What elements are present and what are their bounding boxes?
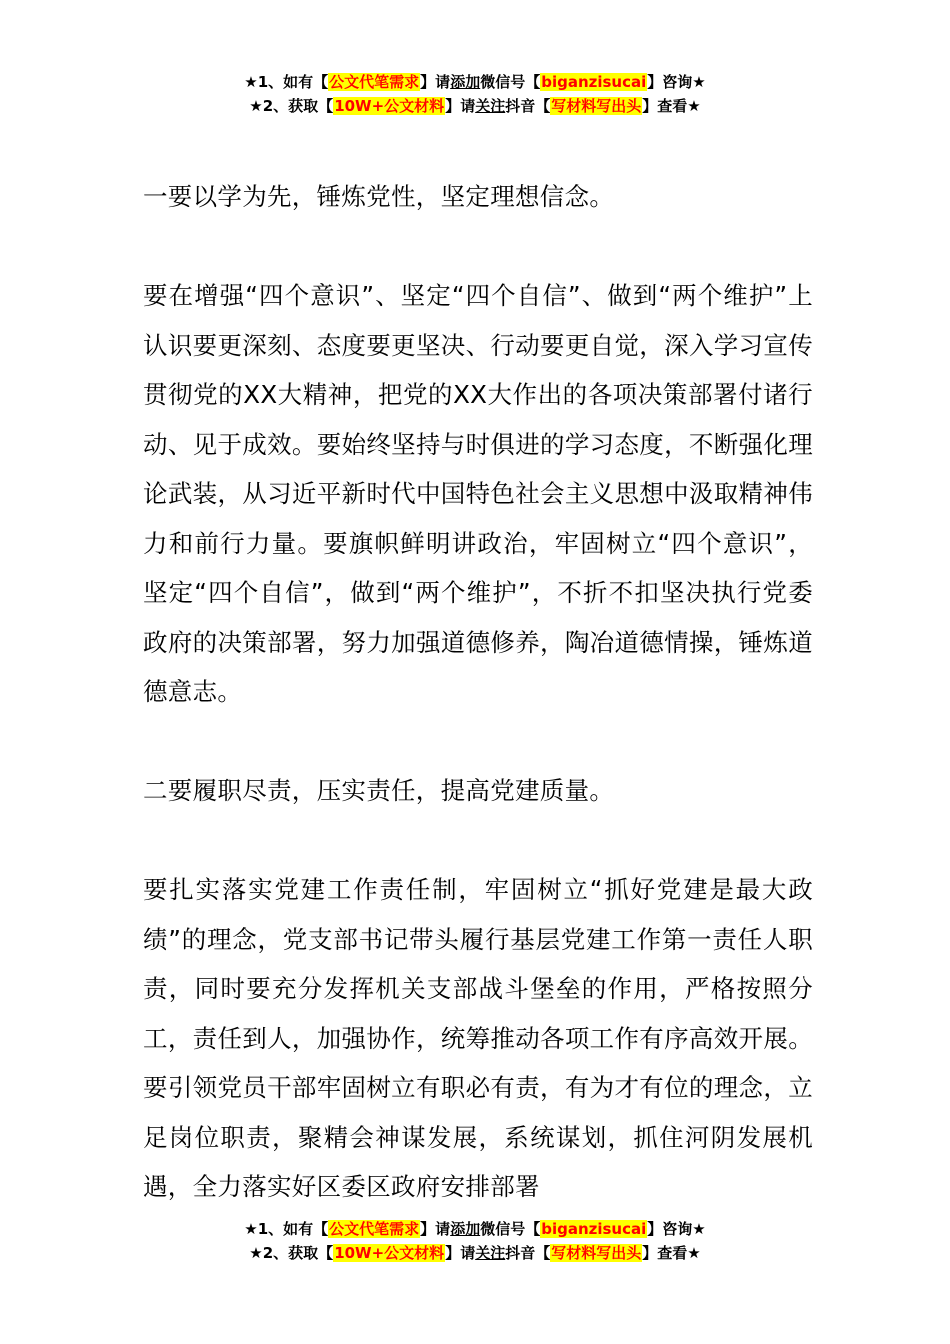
banner-text: 】查看★ xyxy=(642,1244,701,1262)
banner-highlight: 公文代笔需求 xyxy=(329,1220,420,1238)
header-banner xyxy=(0,70,950,118)
banner-underlined-text: 添加 xyxy=(450,1220,481,1238)
banner-underlined-text: 关注 xyxy=(475,1244,506,1262)
banner-highlight: 10W+公文材料 xyxy=(334,1244,445,1262)
banner-line-1 xyxy=(0,1217,950,1241)
banner-text: ★1、如有【 xyxy=(244,73,329,91)
banner-line-2 xyxy=(0,1241,950,1265)
banner-highlight: biganzisucai xyxy=(541,73,647,91)
heading-paragraph: 二要履职尽责，压实责任，提高党建质量。 xyxy=(143,776,615,805)
body-paragraph: 要扎实落实党建工作责任制，牢固树立“抓好党建是最大政绩”的理念，党支部书记带头履行基层党建工作第一责任人职责，同时要充分发挥机关支部战斗堡垒的作用，严格按照分工，责任到人，加强协作，统筹推动各项工作有序高效开展。要引领党员干部牢固树立有职必有责，有为才有位的理念，立足岗位职责，聚精会神谋发展，系统谋划，抓住河阴发展机遇，全力落实好区委区政府安排部署 xyxy=(143,875,813,1201)
banner-text: ★2、获取【 xyxy=(249,1244,334,1262)
body-paragraph: 要在增强“四个意识”、坚定“四个自信”、做到“两个维护”上认识要更深刻、态度要更坚决、行动要更自觉，深入学习宣传贯彻党的XX大精神，把党的XX大作出的各项决策部署付诸行动、见于成效。要始终坚持与时俱进的学习态度，不断强化理论武装，从习近平新时代中国特色社会主义思想中汲取精神伟力和前行力量。要旗帜鲜明讲政治，牢固树立“四个意识”，坚定“四个自信”，做到“两个维护”，不折不扣坚决执行党委政府的决策部署，努力加强道德修养，陶冶道德情操，锤炼道德意志。 xyxy=(143,281,813,706)
banner-text: 】请 xyxy=(420,1220,451,1238)
banner-text: 】查看★ xyxy=(642,97,701,115)
banner-line-1 xyxy=(0,70,950,94)
heading-paragraph: 一要以学为先，锤炼党性，坚定理想信念。 xyxy=(143,182,615,211)
document-body xyxy=(143,172,813,1261)
banner-text: 】请 xyxy=(420,73,451,91)
banner-line-2 xyxy=(0,94,950,118)
banner-text: 抖音【 xyxy=(505,97,551,115)
banner-highlight: 公文代笔需求 xyxy=(329,73,420,91)
banner-underlined-text: 添加 xyxy=(450,73,481,91)
banner-highlight: 写材料写出头 xyxy=(551,1244,642,1262)
banner-text: 】咨询★ xyxy=(647,1220,706,1238)
banner-highlight: biganzisucai xyxy=(541,1220,647,1238)
banner-text: ★2、获取【 xyxy=(249,97,334,115)
banner-text: 】请 xyxy=(445,1244,476,1262)
banner-text: ★1、如有【 xyxy=(244,1220,329,1238)
banner-text: 微信号【 xyxy=(480,1220,541,1238)
banner-highlight: 10W+公文材料 xyxy=(334,97,445,115)
banner-text: 】请 xyxy=(445,97,476,115)
banner-text: 抖音【 xyxy=(505,1244,551,1262)
banner-text: 微信号【 xyxy=(480,73,541,91)
banner-text: 】咨询★ xyxy=(647,73,706,91)
banner-underlined-text: 关注 xyxy=(475,97,506,115)
banner-highlight: 写材料写出头 xyxy=(551,97,642,115)
footer-banner xyxy=(0,1217,950,1265)
